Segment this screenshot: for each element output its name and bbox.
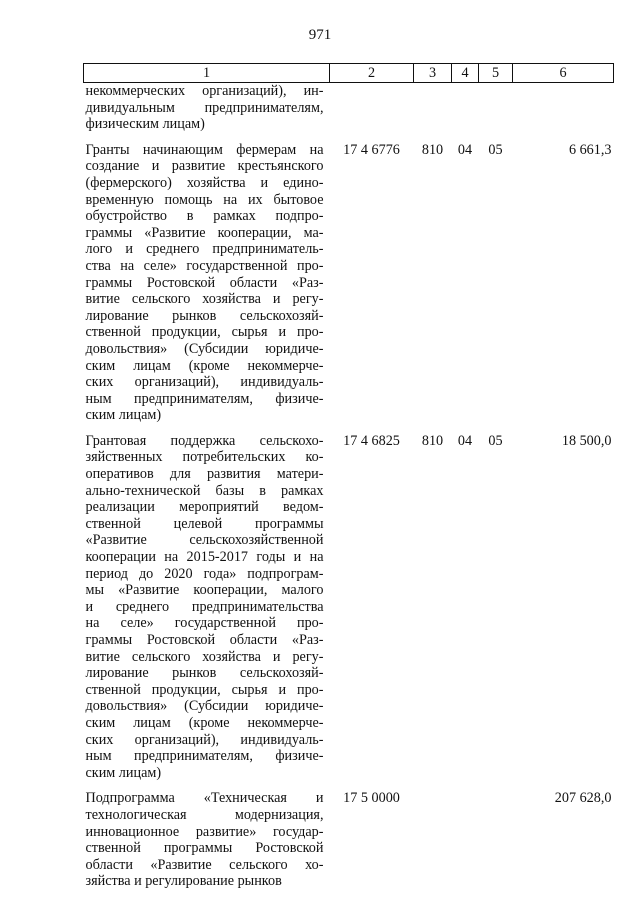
description-line: Подпрограмма «Техническая и [85, 790, 324, 807]
description-line: лого и среднего предприниматель- [85, 241, 324, 258]
table-row [84, 781, 614, 890]
row-amount: 6 661,3 [568, 141, 612, 158]
description-line: временную помощь на их бытовое [85, 191, 324, 208]
description-line: (фермерского) хозяйства и едино- [85, 174, 324, 191]
row-subsection-code [479, 781, 513, 890]
description-line: Грантовая поддержка сельскохо- [85, 432, 324, 449]
description-line: зяйства и регулирование рынков [85, 873, 282, 890]
description-line: период до 2020 года» подпрограм- [85, 565, 324, 582]
description-line: ственной продукции, сырья и про- [85, 681, 324, 698]
row-target-code: 17 5 0000 [343, 790, 400, 807]
row-description [84, 424, 330, 781]
row-description [84, 83, 330, 133]
description-line: создание и развитие крестьянского [85, 158, 324, 175]
header-col-2: 2 [330, 64, 414, 83]
row-expense-type: 810 [421, 141, 444, 158]
row-expense-type [414, 83, 452, 133]
description-line: физическим лицам) [85, 116, 205, 133]
description-line: довольствия» (Субсидии юридиче- [85, 698, 324, 715]
header-col-1: 1 [84, 64, 330, 83]
description-line: дивидуальным предпринимателям, [85, 99, 324, 116]
description-line: ным предпринимателям, физиче- [85, 748, 324, 765]
description-line: на селе» государственной про- [85, 615, 324, 632]
row-section-code: 04 [457, 141, 473, 158]
row-subsection-code: 05 [488, 432, 503, 449]
header-col-4: 4 [452, 64, 479, 83]
description-line: области «Развитие сельского хо- [85, 856, 324, 873]
budget-table [83, 63, 614, 890]
table-header-row [84, 64, 614, 83]
row-section-code: 04 [457, 432, 473, 449]
description-line: ских организаций), индивидуаль- [85, 731, 324, 748]
description-line: обустройство в рамках подпро- [85, 208, 324, 225]
description-line: витие сельского хозяйства и регу- [85, 648, 324, 665]
row-description [84, 781, 330, 890]
description-line: кооперации на 2015-2017 годы и на [85, 549, 324, 566]
header-col-5: 5 [479, 64, 513, 83]
description-line: витие сельского хозяйства и регу- [85, 291, 324, 308]
description-line: граммы Ростовской области «Раз- [85, 274, 324, 291]
description-line: ственной продукции, сырья и про- [85, 324, 324, 341]
description-line: «Развитие сельскохозяйственной [85, 532, 324, 549]
table-row [84, 133, 614, 424]
description-line: зяйственных потребительских ко- [85, 449, 324, 466]
description-line: ственной целевой программы [85, 515, 324, 532]
description-line: ственной программы Ростовской [85, 840, 324, 857]
row-expense-type: 810 [421, 432, 444, 449]
description-line: Гранты начинающим фермерам на [85, 141, 324, 158]
row-section-code [452, 83, 479, 133]
description-line: ским лицам (кроме некоммерче- [85, 714, 324, 731]
description-line: технологическая модернизация, [85, 806, 324, 823]
description-line: ским лицам (кроме некоммерче- [85, 357, 324, 374]
description-line: ным предпринимателям, физиче- [85, 390, 324, 407]
description-line: оперативов для развития матери- [85, 466, 324, 483]
description-line: мы «Развитие кооперации, малого [85, 582, 324, 599]
row-subsection-code: 05 [488, 141, 503, 158]
description-line: реализации мероприятий ведом- [85, 499, 324, 516]
table-row [84, 83, 614, 133]
description-line: инновационное развитие» государ- [85, 823, 324, 840]
row-amount: 207 628,0 [554, 790, 612, 807]
table-row [84, 424, 614, 781]
table-body [84, 83, 614, 890]
description-line: и среднего предпринимательства [85, 598, 324, 615]
row-section-code [452, 781, 479, 890]
row-target-code: 17 4 6825 [343, 432, 400, 449]
header-col-3: 3 [414, 64, 452, 83]
description-line: граммы «Развитие кооперации, ма- [85, 224, 324, 241]
description-line: ских организаций), индивидуаль- [85, 374, 324, 391]
description-line: ства на селе» государственной про- [85, 257, 324, 274]
row-subsection-code [479, 83, 513, 133]
row-description [84, 133, 330, 424]
row-expense-type [414, 781, 452, 890]
description-line: лирование рынков сельскохозяй- [85, 665, 324, 682]
description-line: лирование рынков сельскохозяй- [85, 307, 324, 324]
page-number: 971 [308, 27, 332, 43]
description-line: граммы Ростовской области «Раз- [85, 632, 324, 648]
row-amount [513, 83, 614, 133]
description-line: ально-технической базы в рамках [85, 482, 324, 499]
header-col-6: 6 [513, 64, 614, 83]
row-target-code [330, 83, 414, 133]
row-target-code: 17 4 6776 [343, 141, 400, 158]
description-line: некоммерческих организаций), ин- [85, 83, 324, 99]
description-line: ским лицам) [85, 764, 162, 781]
description-line: довольствия» (Субсидии юридиче- [85, 340, 324, 357]
description-line: ским лицам) [85, 407, 162, 424]
row-amount: 18 500,0 [561, 432, 612, 449]
